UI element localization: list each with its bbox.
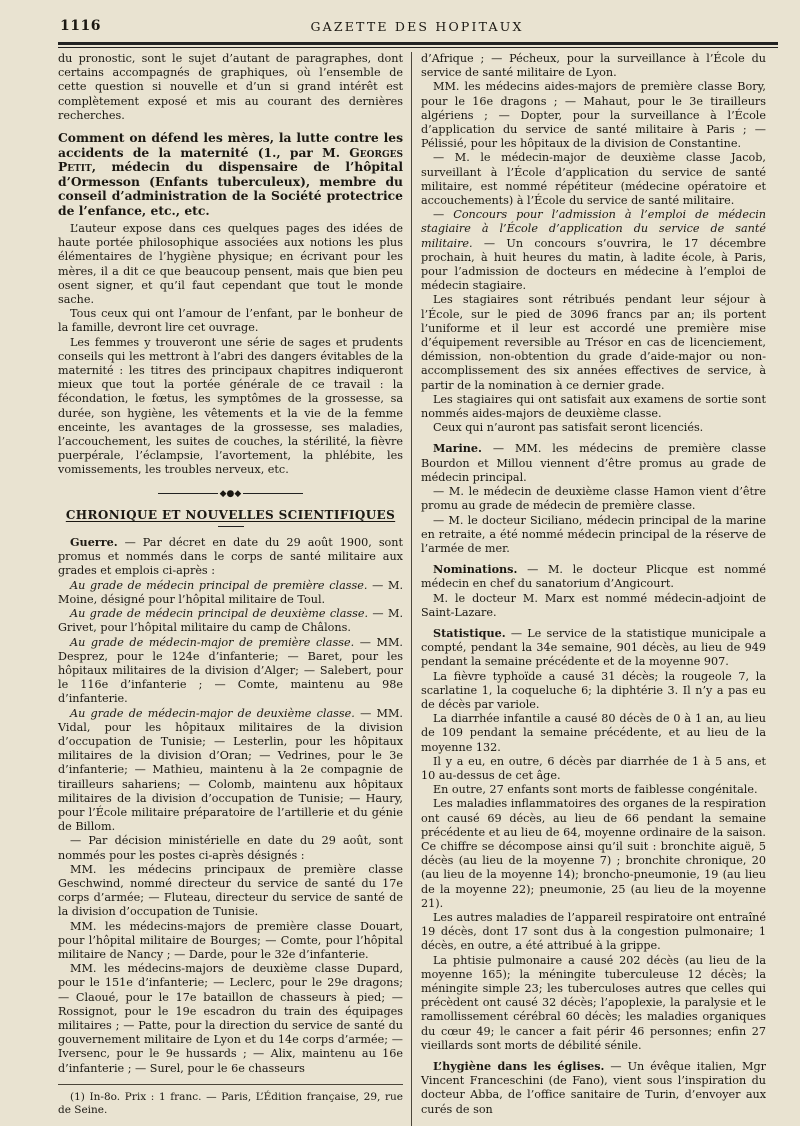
- left-column: [58, 52, 412, 1126]
- book-review-heading: [58, 131, 403, 218]
- page-number: 1116: [60, 18, 101, 34]
- footnote: (1) In-8o. Prix : 1 franc. — Paris, L’Édition française, 29, rue de Seine.: [58, 1090, 403, 1116]
- section-title: CHRONIQUE ET NOUVELLES SCIENTIFIQUES: [65, 507, 396, 522]
- paragraph: Les maladies inflammatoires des organes de la respiration ont causé 69 décès, au lieu de 66 pendant la semaine précédente et au lieu de 64, moyenne ordinaire de la saison. Ce chiffre se décompose ainsi qu’il suit : bronchite aiguë, 5 décès (au lieu de la moyenne 7) ; bronchite chronique, 20 (au lieu de la moyenne 14); broncho-pneumonie, 19 (au lieu de la moyenne 22); pneumonie, 25 (au lieu de la moyenne 21).: [421, 797, 766, 910]
- paragraph: d’Afrique ; — Pécheux, pour la surveillance à l’École du service de santé militaire de Lyon.: [421, 52, 766, 80]
- paragraph: Ceux qui n’auront pas satisfait seront licenciés.: [433, 421, 704, 435]
- review-byline: ., par M.: [272, 144, 341, 160]
- paragraph: — M. le médecin-major de deuxième classe Jacob, surveillant à l’École d’application du service de santé militaire, est nommé répétiteur (médecine opératoire et accouchements) à l’École du service de santé militaire.: [421, 151, 766, 208]
- promotion-entry: Au grade de médecin principal de première classe. — M. Moine, désigné pour l’hôpital militaire de Toul.: [58, 578, 404, 606]
- paragraph: — M. le médecin de deuxième classe Hamon vient d’être promu au grade de médecin de première classe.: [421, 485, 766, 513]
- news-item-concours: — Concours pour l’admission à l’emploi de médecin stagiaire à l’École d’application du service de santé militaire. — Un concours s’ouvrira, le 17 décembre prochain, à huit heures du matin, à ladite école, à Paris, pour l’admission de docteurs en médecine à l’emploi de médecin stagiaire.: [421, 208, 766, 293]
- paragraph: MM. les médecins-majors de deuxième classe Dupard, pour le 151e d’infanterie; — Leclerc, pour le 29e dragons; — Claoué, pour le 17e bataillon de chasseurs à pied; — Rossignot, pour le 19e escadron du train des équipages militaires ; — Patte, pour la direction du service de santé du gouvernement militaire de Lyon et du 14e corps d’armée; — Iversenc, pour le 9e hussards ; — Alix, maintenu au 16e d’infanterie ; — Surel, pour le 6e chasseurs: [58, 962, 403, 1075]
- two-column-body: [58, 52, 778, 1126]
- news-item-statistique: Statistique. — Le service de la statistique municipale a compté, pendant la 34e semaine, 901 décès, au lieu de 949 pendant la semaine précédente et de la moyenne 907.: [421, 625, 766, 669]
- section-rule: [218, 526, 244, 527]
- paragraph: MM. les médecins aides-majors de première classe Bory, pour le 16e dragons ; — Mahaut, pour le 3e tirailleurs algériens ; — Dopter, pour la surveillance à l’École d’application du service de santé militaire à Paris ; — Pélissié, pour les hôpitaux de la division de Constantine.: [421, 80, 766, 151]
- paragraph: MM. les médecins principaux de première classe Geschwind, nommé directeur du service de santé du 17e corps d’armée; — Fluteau, directeur du service de santé de la division d’occupation de Tunisie.: [58, 862, 403, 919]
- paragraph: du pronostic, sont le sujet d’autant de paragraphes, dont certains accompagnés de graphiques, où l’ensemble de cette question si nouvelle et d’un si grand intérêt est complètement exposé et mis au courant des dernières recherches.: [58, 52, 403, 122]
- footnote-ref: (1: [257, 144, 273, 160]
- paragraph: La phtisie pulmonaire a causé 202 décès (au lieu de la moyenne 165); la méningite tuberculeuse 12 décès; la méningite simple 23; les tuberculoses autres que celles qui précèdent ont causé 32 décès; l’apoplexie, la paralysie et le ramollissement cérébral 60 décès; les maladies organiques du cœur 49; le cancer a fait périr 46 personnes; enfin 27 vieillards sont morts de débilité sénile.: [421, 953, 766, 1052]
- header-double-rule: [58, 42, 778, 48]
- runin-label: L’hygiène dans les églises.: [433, 1059, 605, 1074]
- promotion-entry: Au grade de médecin-major de deuxième classe. — MM. Vidal, pour les hôpitaux militaires de la division d’occupation de Tunisie; — Lesterlin, pour les hôpitaux militaires de la division d’Oran; — Vedrines, pour le 3e d’infanterie; — Mathieu, maintenu à la 2e compagnie de tirailleurs sahariens; — Colomb, maintenu aux hôpitaux militaires de la division d’occupation de Tunisie; — Haury, pour l’École militaire préparatoire de l’artillerie et du génie de Billom.: [58, 706, 403, 834]
- review-author-description: , médecin du dispensaire de l’hôpital d’Ormesson (Enfants tuberculeux), membre du conseil d’administration de la Société protectrice de l’enfance, etc., etc.: [58, 159, 403, 218]
- promotion-entry: Au grade de médecin-major de première classe. — MM. Desprez, pour le 124e d’infanterie; — Baret, pour les hôpitaux militaires de la division d’Alger; — Salebert, pour le 116e d’infanterie ; — Comte, maintenu au 98e d’infanterie.: [58, 635, 403, 706]
- news-item-marine: Marine. — MM. les médecins de première classe Bourdon et Millou viennent d’être promus au grade de médecin principal.: [421, 441, 766, 484]
- news-item-guerre: Guerre. — Par décret en date du 29 août 1900, sont promus et nommés dans le corps de santé militaire aux grades et emplois ci-après :: [58, 535, 403, 578]
- news-item-hygiene: L’hygiène dans les églises. — Un évêque italien, Mgr Vincent Franceschini (de Fano), vient sous l’inspiration du docteur Abba, de l’office sanitaire de Turin, d’envoyer aux curés de son: [421, 1059, 766, 1116]
- runin-label: Statistique.: [433, 625, 506, 640]
- paragraph: Les stagiaires qui ont satisfait aux examens de sortie sont nommés aides-majors de deuxième classe.: [421, 392, 766, 421]
- paragraph: L’auteur expose dans ces quelques pages des idées de haute portée philosophique associées aux notions les plus élémentaires de l’hygiène physique; en écrivant pour les mères, il a dit ce que beaucoup pensent, mais que bien peu osent signer, et qu’il faut cependant que tout le monde sache.: [58, 222, 403, 307]
- runin-label: Guerre.: [70, 535, 118, 550]
- footnote-rule: [58, 1084, 403, 1085]
- paragraph: — Par décision ministérielle en date du 29 août, sont nommés pour les postes ci-après désignés :: [58, 834, 403, 862]
- paragraph: La fièvre typhoïde a causé 31 décès; la rougeole 7, la scarlatine 1, la coqueluche 6; la diphtérie 3. Il n’y a pas eu de décès par variole.: [421, 669, 766, 711]
- review-author: Georges Petit: [58, 144, 404, 175]
- paragraph: La diarrhée infantile a causé 80 décès de 0 à 1 an, au lieu de 109 pendant la semaine précédente, et au lieu de la moyenne 132.: [421, 712, 766, 754]
- paragraph: Les femmes y trouveront une série de sages et prudents conseils qui les mettront à l’abri des dangers évitables de la maternité : les titres des principaux chapitres indiqueront mieux que tout la portée générale de ce travail : la fécondation, le fœtus, les symptômes de la grossesse, sa durée, son hygiène, les vêtements et la vie de la femme enceinte, les avantages de la grossesse, ses maladies, l’accouchement, les suites de couches, la stérilité, la fièvre puerpérale, l’éclampsie, l’avortement, la phlébite, les vomissements, les troubles nerveux, etc.: [58, 335, 403, 477]
- ornament-divider: ◆●◆: [58, 487, 403, 501]
- news-item-nominations: Nominations. — M. le docteur Plicque est nommé médecin en chef du sanatorium d’Angicourt.: [421, 562, 766, 591]
- page-header: [56, 16, 778, 38]
- promotion-entry: Au grade de médecin principal de deuxième classe. — M. Grivet, pour l’hôpital militaire du camp de Châlons.: [58, 607, 404, 635]
- paragraph: — M. le docteur Siciliano, médecin principal de la marine en retraite, a été nommé médecin principal de la réserve de l’armée de mer.: [421, 513, 766, 555]
- paragraph: Les autres maladies de l’appareil respiratoire ont entraîné 19 décès, dont 17 sont dus à la congestion pulmonaire; 1 décès, en outre, a été attribué à la grippe.: [421, 910, 766, 953]
- paragraph: M. le docteur M. Marx est nommé médecin-adjoint de Saint-Lazare.: [421, 591, 766, 619]
- review-title: Comment on défend les mères, la lutte contre les accidents de la maternité: [58, 130, 403, 160]
- paragraph: Les stagiaires sont rétribués pendant leur séjour à l’École, sur le pied de 3096 francs par an; ils portent l’uniforme et il leur est accordé une première mise d’équipement reversible au Trésor en cas de licenciement, démission, non-obtention du grade d’aide-major ou non-accomplissement des six années effectives de service, à partir de la nomination à ce dernier grade.: [421, 293, 766, 392]
- paragraph: Tous ceux qui ont l’amour de l’enfant, par le bonheur de la famille, devront lire cet ouvrage.: [58, 307, 403, 335]
- paragraph: En outre, 27 enfants sont morts de faiblesse congénitale.: [433, 783, 758, 797]
- right-column: [412, 52, 766, 1126]
- paragraph: Il y a eu, en outre, 6 décès par diarrhée de 1 à 5 ans, et 10 au-dessus de cet âge.: [421, 754, 766, 782]
- runin-label: Marine.: [433, 441, 482, 456]
- journal-title: GAZETTE DES HOPITAUX: [310, 19, 524, 34]
- runin-label: Nominations.: [433, 562, 518, 577]
- paragraph: MM. les médecins-majors de première classe Douart, pour l’hôpital militaire de Bourges; — Comte, pour l’hôpital militaire de Nancy ; — Darde, pour le 32e d’infanterie.: [58, 919, 403, 961]
